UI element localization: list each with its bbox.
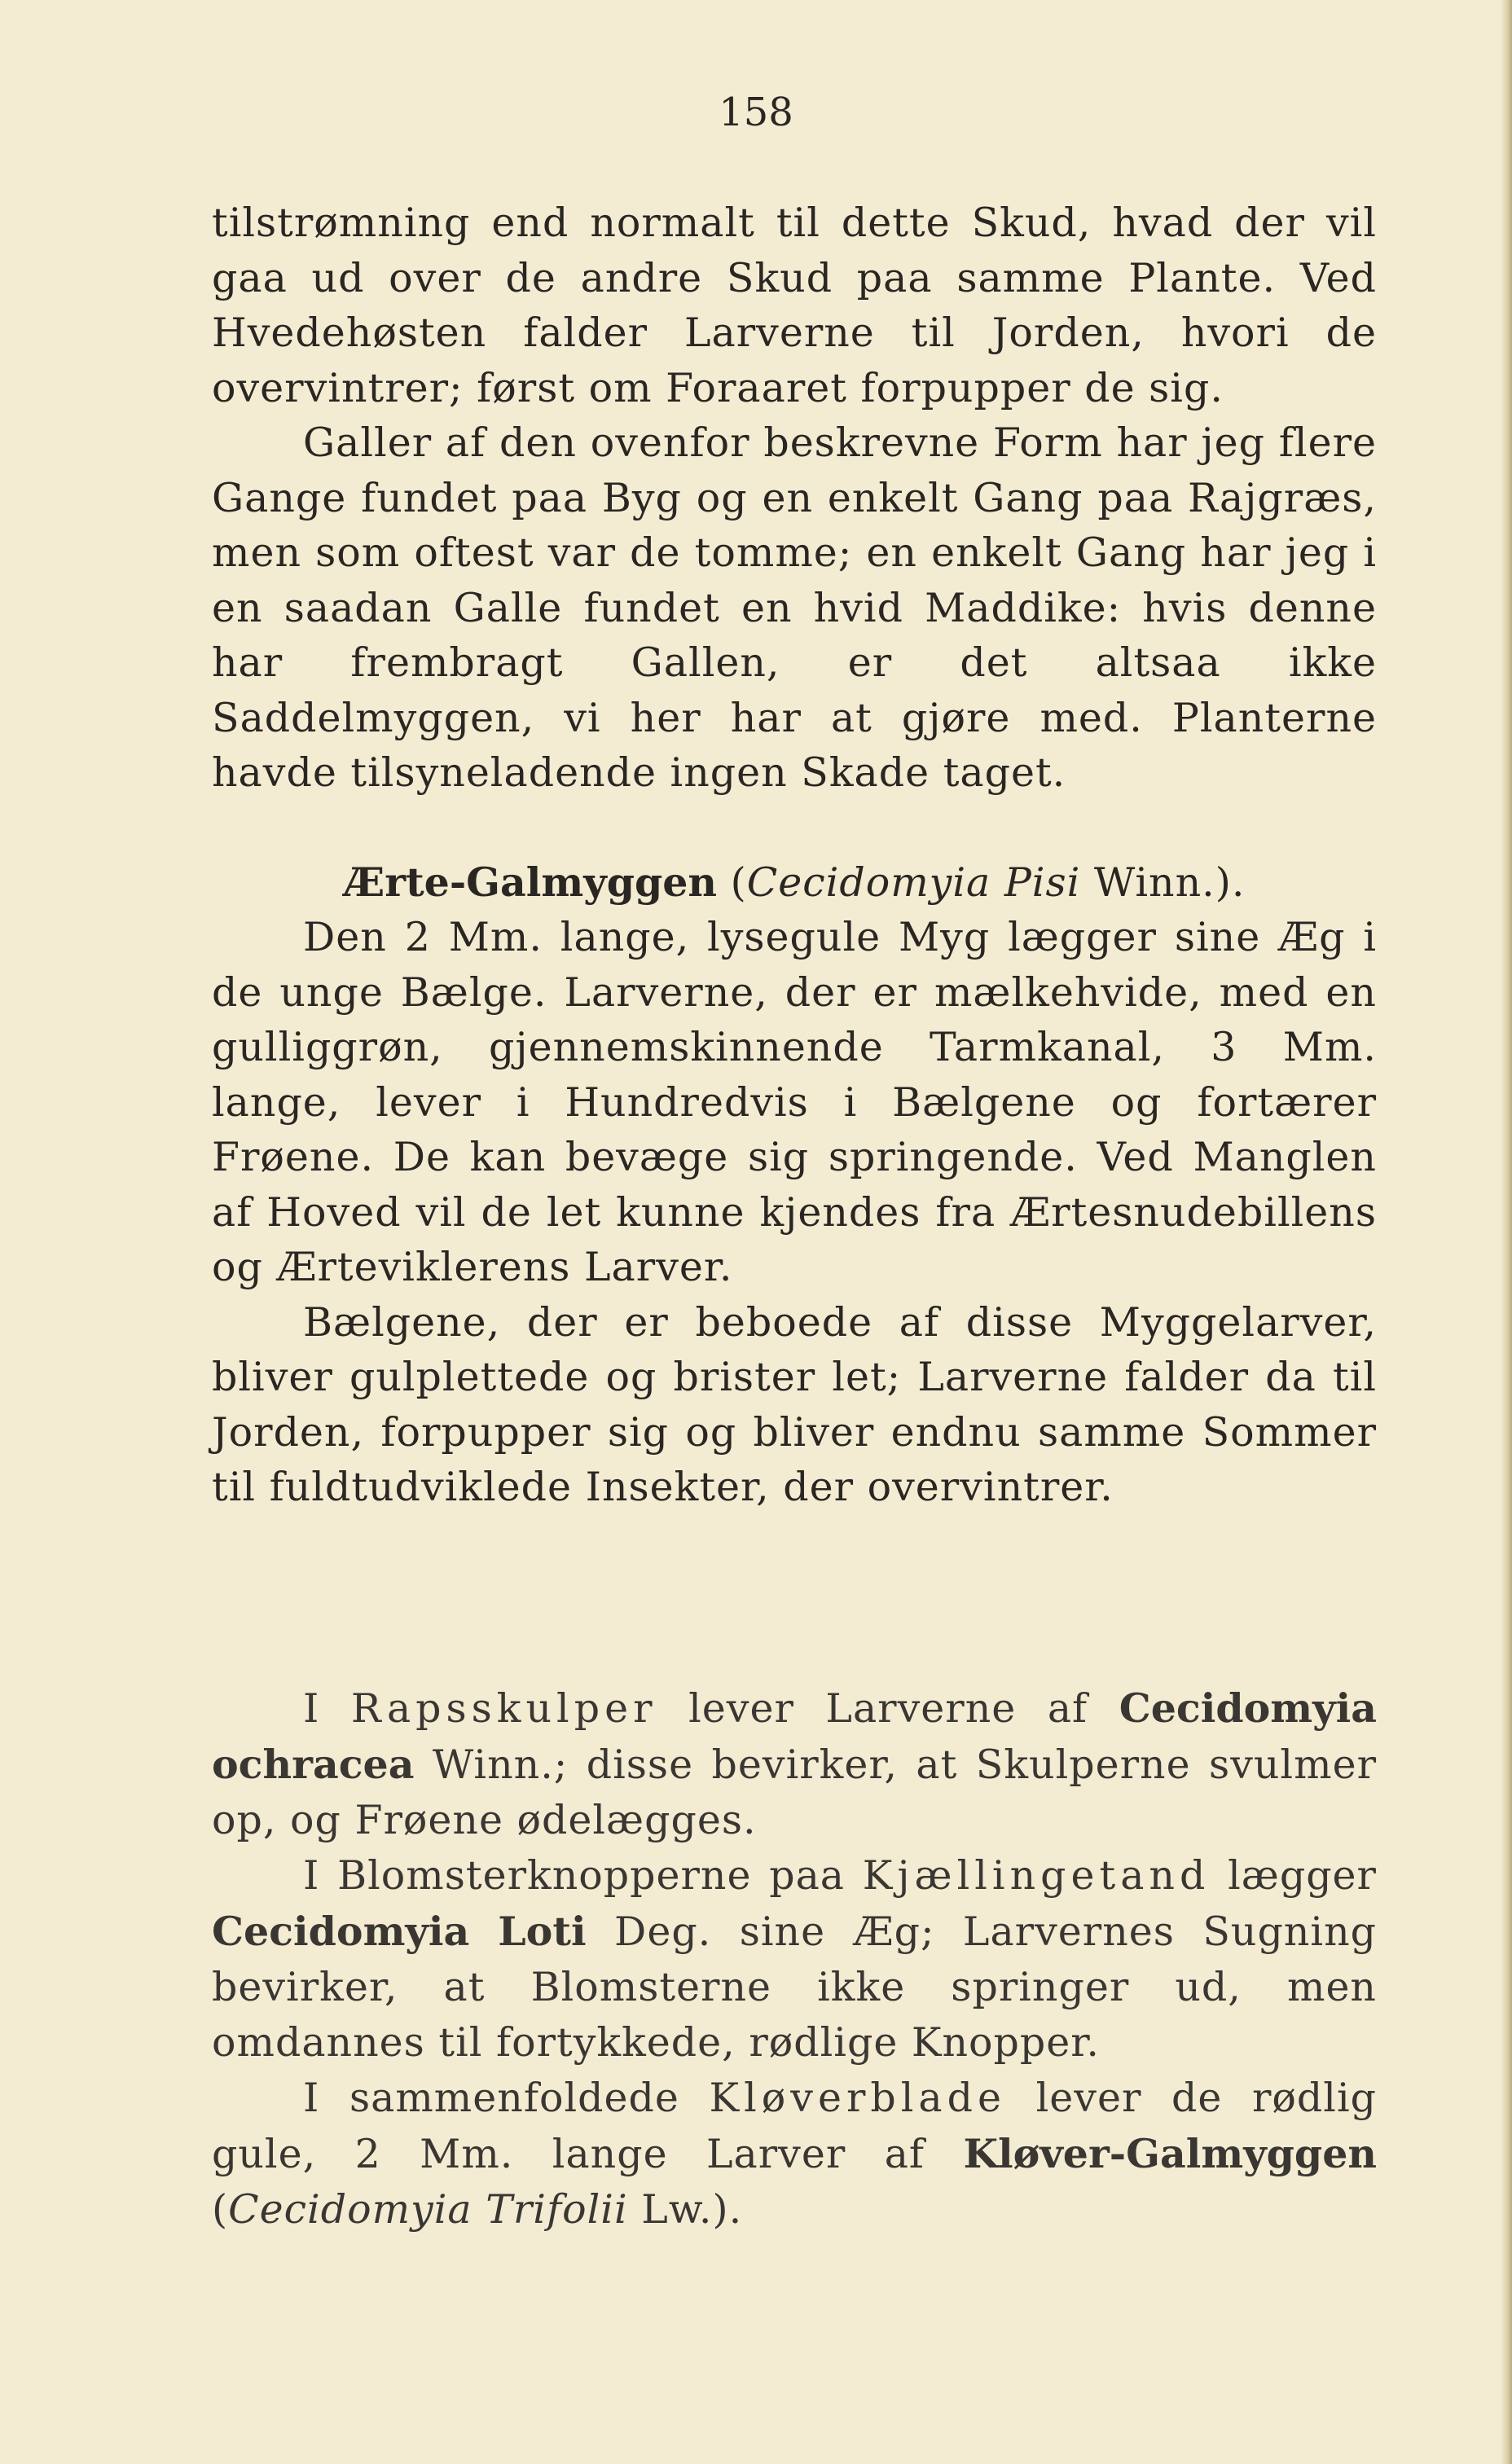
footnote-2-species: Cecidomyia Loti — [212, 1908, 587, 1955]
footnote-1 — [212, 1680, 1377, 1848]
page-number: 158 — [719, 90, 793, 135]
footnote-3-keyword: Kløverblade — [709, 2075, 1006, 2121]
paragraph-3: Den 2 Mm. lange, lysegule Myg lægger sine Æg i de unge Bælge. Larverne, der er mælkehvide, med en gulliggrøn, gjennemskinnende Tarmkanal, 3 Mm. lange, lever i Hundredvis i Bælgene og fortærer Frøene. De kan bevæge sig springende. Ved Manglen af Hoved vil de let kunne kjendes fra Ærtesnudebillens og Ærteviklerens Larver. — [212, 914, 1377, 1290]
footnote-1-text-c: Winn.; disse bevirker, at Skulperne svulmer op, og Frøene ødelægges. — [212, 1741, 1377, 1843]
section-heading-author: Winn.). — [1080, 859, 1246, 906]
footnote-2 — [212, 1848, 1377, 2071]
section-heading-species: Cecidomyia Pisi — [746, 859, 1081, 906]
section-heading-open: ( — [717, 859, 747, 906]
footnote-1-keyword: Rapsskulper — [350, 1685, 657, 1732]
footnote-1-text-a: I — [303, 1685, 351, 1732]
footnote-3-species: Kløver-Galmyggen — [963, 2130, 1377, 2177]
footnote-3-text-b: lever de rødlig gule, 2 Mm. lange Larver af — [212, 2075, 1377, 2177]
footnote-3-open: ( — [212, 2186, 229, 2233]
footnote-1-text-b: lever Larverne af — [657, 1685, 1119, 1732]
page-edge-shadow — [1501, 0, 1512, 2464]
footnote-2-keyword: Kjællingetand — [862, 1852, 1211, 1899]
footnote-1-species: Cecidomyia ochracea — [212, 1684, 1377, 1788]
footnote-2-text-b: lægger — [1210, 1852, 1377, 1899]
section-heading-title: Ærte-Galmyggen — [343, 858, 718, 906]
paragraph-1: tilstrømning end normalt til dette Skud, hvad der vil gaa ud over de andre Skud paa samme Plante. Ved Hvedehøsten falder Larverne til Jorden, hvori de overvintrer; først om Foraaret forpupper de sig. — [212, 200, 1377, 411]
footnotes — [212, 1680, 1377, 2238]
footnote-2-text-a: I Blomsterknopperne paa — [303, 1852, 863, 1899]
main-text — [212, 195, 1377, 1515]
footnote-3-text-a: I sammenfoldede — [303, 2075, 710, 2121]
footnote-3-species-latin: Cecidomyia Trifolii — [228, 2186, 628, 2233]
paragraph-2: Galler af den ovenfor beskrevne Form har jeg flere Gange fundet paa Byg og en enkelt Gang paa Rajgræs, men som oftest var de tomme; en enkelt Gang har jeg i en saadan Galle fundet en hvid Maddike: hvis denne har frembragt Gallen, er det altsaa ikke Saddelmyggen, vi her har at gjøre med. Planterne havde tilsyneladende ingen Skade taget. — [212, 419, 1377, 796]
footnote-3-author: Lw.). — [627, 2186, 743, 2233]
footnote-3 — [212, 2071, 1377, 2238]
section-heading — [212, 855, 1377, 911]
footnote-2-text-c: Deg. sine Æg; Larvernes Sugning bevirker, at Blomsterne ikke springer ud, men omdannes til fortykkede, rødlige Knopper. — [212, 1908, 1377, 2066]
paragraph-4: Bælgene, der er beboede af disse Myggelarver, bliver gulplettede og brister let; Larverne falder da til Jorden, forpupper sig og bliver endnu samme Sommer til fuldtudviklede Insekter, der overvintrer. — [212, 1298, 1377, 1510]
